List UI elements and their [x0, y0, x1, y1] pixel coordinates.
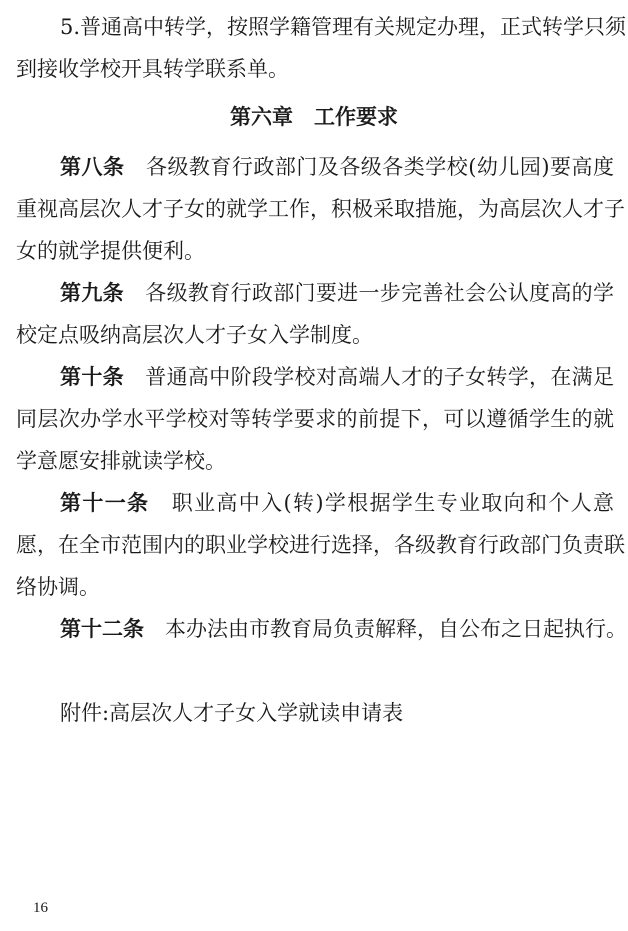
article-8-line-2: 重视高层次人才子女的就学工作，积极采取措施，为高层次人才子 [16, 197, 625, 221]
article-10-line-2: 同层次办学水平学校对等转学要求的前提下，可以遵循学生的就 [16, 407, 614, 431]
article-text: 本办法由市教育局负责解释，自公布之日起执行。 [165, 617, 627, 641]
article-9-first-line [60, 280, 614, 306]
article-text: 各级教育行政部门要进一步完善社会公认度高的学 [144, 281, 615, 305]
article-text: 职业高中入(转)学根据学生专业取向和个人意 [170, 491, 615, 515]
article-8-first-line [60, 154, 614, 180]
article-number: 第八条 [60, 155, 125, 179]
chapter-heading: 第六章 工作要求 [230, 105, 398, 129]
article-10-first-line [60, 364, 614, 390]
page-number: 16 [33, 900, 48, 916]
article-8-line-3: 女的就学提供便利。 [16, 239, 205, 263]
article-9-line-2: 校定点吸纳高层次人才子女入学制度。 [16, 323, 373, 347]
article-text: 各级教育行政部门及各级各类学校(幼儿园)要高度 [145, 155, 615, 179]
article-number: 第十一条 [60, 491, 150, 515]
article-11-first-line [60, 490, 614, 516]
item-5-line-2: 到接收学校开具转学联系单。 [16, 57, 289, 81]
article-number: 第十条 [60, 365, 124, 389]
article-number: 第九条 [60, 281, 124, 305]
article-11-line-3: 络协调。 [16, 575, 100, 599]
article-11-line-2: 愿，在全市范围内的职业学校进行选择，各级教育行政部门负责联 [16, 533, 625, 557]
article-10-line-3: 学意愿安排就读学校。 [16, 449, 226, 473]
article-number: 第十二条 [60, 617, 144, 641]
article-text: 普通高中阶段学校对高端人才的子女转学，在满足 [144, 365, 615, 389]
attachment-note: 附件:高层次人才子女入学就读申请表 [60, 701, 404, 725]
item-5-line-1: 5.普通高中转学，按照学籍管理有关规定办理，正式转学只须 [60, 15, 627, 39]
article-12-first-line [60, 616, 627, 642]
